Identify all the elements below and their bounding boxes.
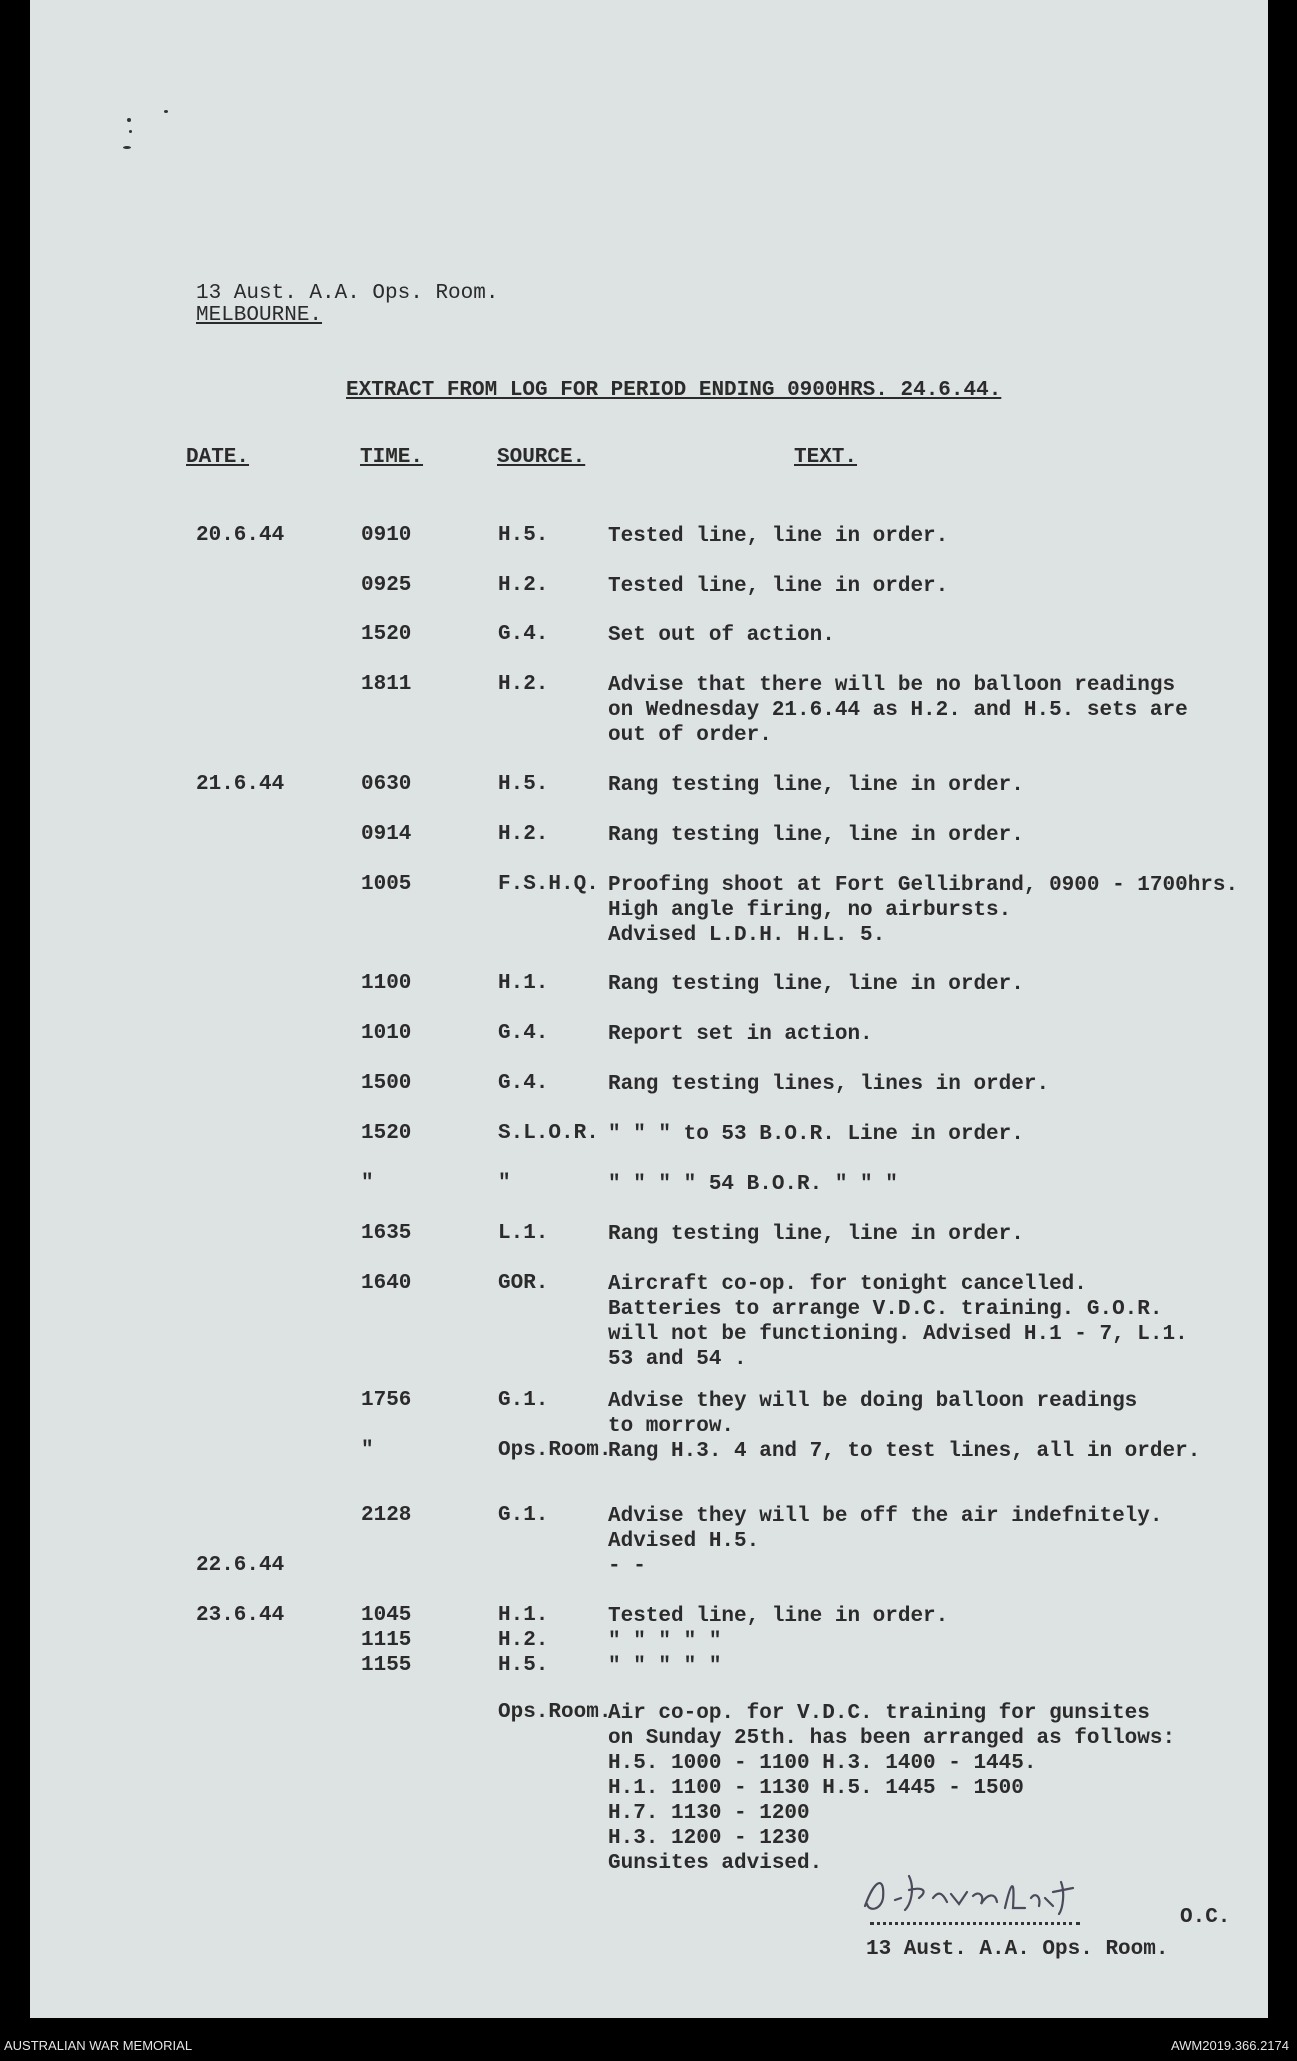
- entry-text-line: " " " " 54 B.O.R. " " ": [608, 1173, 898, 1196]
- entry-text-line: will not be functioning. Advised H.1 - 7, L.1.: [608, 1323, 1188, 1346]
- entry-source: GOR.: [498, 1272, 549, 1295]
- entry-text-line: to morrow.: [608, 1415, 735, 1438]
- entry-time: 0914: [361, 823, 412, 846]
- entry-text-line: H.3. 1200 - 1230: [608, 1827, 810, 1850]
- entry-text-line: Advised L.D.H. H.L. 5.: [608, 924, 886, 947]
- entry-source: L.1.: [498, 1222, 549, 1245]
- entry-time: 1635: [361, 1222, 412, 1245]
- entry-source: F.S.H.Q.: [498, 873, 599, 896]
- entry-text: [608, 1504, 1163, 1554]
- entry-date: 21.6.44: [196, 773, 285, 796]
- entry-text-line: on Sunday 25th. has been arranged as follows:: [608, 1727, 1176, 1750]
- entry-source: G.1.: [498, 1389, 549, 1412]
- entry-text: [608, 1072, 1049, 1097]
- entry-text-line: out of order.: [608, 724, 772, 747]
- entry-text: [608, 1122, 1024, 1147]
- entry-time: 0925: [361, 574, 412, 597]
- unit-heading: 13 Aust. A.A. Ops. Room.: [196, 282, 499, 305]
- entry-text-line: H.5. 1000 - 1100 H.3. 1400 - 1445.: [608, 1752, 1037, 1775]
- entry-text-line: Tested line, line in order.: [608, 525, 949, 548]
- entry-source: G.4.: [498, 623, 549, 646]
- entry-date: 20.6.44: [196, 524, 285, 547]
- entry-text: [608, 524, 948, 549]
- entry-text-line: Report set in action.: [608, 1023, 873, 1046]
- entry-text-line: Batteries to arrange V.D.C. training. G.O.R.: [608, 1298, 1163, 1321]
- entry-text: [608, 1439, 1200, 1464]
- entry-source: H.2.: [498, 823, 549, 846]
- entry-text: [608, 873, 1238, 948]
- entry-text-line: - -: [608, 1555, 646, 1578]
- entry-text-line: Rang testing lines, lines in order.: [608, 1073, 1050, 1096]
- entry-text-line: Advised H.5.: [608, 1530, 760, 1553]
- paper-speck: [129, 130, 132, 133]
- entry-text-line: Rang testing line, line in order.: [608, 1223, 1024, 1246]
- paper-speck: [123, 146, 131, 149]
- entry-text-line: 53 and 54 .: [608, 1348, 747, 1371]
- entry-text-line: on Wednesday 21.6.44 as H.2. and H.5. sets are: [608, 699, 1188, 722]
- entry-text-line: " " " " ": [608, 1630, 722, 1653]
- entry-text-line: Rang testing line, line in order.: [608, 973, 1024, 996]
- entry-text-line: Rang testing line, line in order.: [608, 774, 1024, 797]
- entry-text-line: Tested line, line in order.: [608, 575, 949, 598]
- signature-unit: 13 Aust. A.A. Ops. Room.: [866, 1938, 1169, 1961]
- entry-time: 1756: [361, 1389, 412, 1412]
- entry-source: G.4.: [498, 1022, 549, 1045]
- entry-text-line: " " " " ": [608, 1655, 722, 1678]
- entry-text-line: Gunsites advised.: [608, 1852, 823, 1875]
- entry-time: 1640: [361, 1272, 412, 1295]
- entry-source: H.1.: [498, 1604, 549, 1627]
- entry-text-line: Advise they will be off the air indefnitely.: [608, 1505, 1163, 1528]
- footer-reference-number: AWM2019.366.2174: [1170, 2038, 1289, 2053]
- entry-text-line: H.1. 1100 - 1130 H.5. 1445 - 1500: [608, 1777, 1024, 1800]
- signature-line: [870, 1922, 1080, 1925]
- entry-text-line: " " " to 53 B.O.R. Line in order.: [608, 1123, 1024, 1146]
- entry-source: S.L.O.R.: [498, 1122, 599, 1145]
- entry-text: [608, 1389, 1137, 1439]
- entry-source: H.5.: [498, 1654, 549, 1677]
- entry-text: [608, 673, 1188, 748]
- column-header-text: TEXT.: [794, 446, 858, 469]
- entry-time: 1100: [361, 972, 412, 995]
- entry-time: 2128: [361, 1504, 412, 1527]
- entry-text: [608, 1604, 948, 1629]
- entry-text-line: High angle firing, no airbursts.: [608, 899, 1012, 922]
- entry-time: 1010: [361, 1022, 412, 1045]
- entry-text-line: Aircraft co-op. for tonight cancelled.: [608, 1273, 1087, 1296]
- entry-text-line: Rang H.3. 4 and 7, to test lines, all in order.: [608, 1440, 1201, 1463]
- entry-text: [608, 972, 1024, 997]
- entry-time: 1155: [361, 1654, 412, 1677]
- entry-text-line: Rang testing line, line in order.: [608, 824, 1024, 847]
- entry-text: [608, 1222, 1024, 1247]
- paper-speck: [127, 118, 131, 122]
- signature: [855, 1868, 1085, 1918]
- entry-source: H.2.: [498, 574, 549, 597]
- entry-source: Ops.Room.: [498, 1701, 612, 1724]
- entry-source: G.1.: [498, 1504, 549, 1527]
- entry-time: 1520: [361, 623, 412, 646]
- entry-time: ": [361, 1439, 374, 1462]
- entry-source: H.2.: [498, 1629, 549, 1652]
- entry-text-line: H.7. 1130 - 1200: [608, 1802, 810, 1825]
- entry-text-line: Proofing shoot at Fort Gellibrand, 0900 - 1700hrs.: [608, 874, 1239, 897]
- entry-time: 1115: [361, 1629, 412, 1652]
- entry-text-line: Advise they will be doing balloon readings: [608, 1390, 1138, 1413]
- entry-time: 1520: [361, 1122, 412, 1145]
- entry-text-line: Tested line, line in order.: [608, 1605, 949, 1628]
- entry-source: Ops.Room.: [498, 1439, 612, 1462]
- entry-source: H.5.: [498, 773, 549, 796]
- entry-source: ": [498, 1172, 511, 1195]
- footer-archive-name: AUSTRALIAN WAR MEMORIAL: [4, 2038, 193, 2053]
- entry-text: [608, 1022, 873, 1047]
- paper-speck: [164, 110, 168, 113]
- entry-text: [608, 773, 1024, 798]
- entry-text: [608, 1629, 721, 1654]
- entry-source: G.4.: [498, 1072, 549, 1095]
- entry-time: 1811: [361, 673, 412, 696]
- entry-time: 0910: [361, 524, 412, 547]
- entry-source: H.1.: [498, 972, 549, 995]
- document-title: EXTRACT FROM LOG FOR PERIOD ENDING 0900HRS. 24.6.44.: [346, 379, 1002, 402]
- entry-text: [608, 1654, 721, 1679]
- entry-date: 22.6.44: [196, 1554, 285, 1577]
- entry-text: [608, 623, 835, 648]
- entry-source: H.2.: [498, 673, 549, 696]
- entry-date: 23.6.44: [196, 1604, 285, 1627]
- entry-text: [608, 1701, 1175, 1876]
- entry-time: 1005: [361, 873, 412, 896]
- entry-source: H.5.: [498, 524, 549, 547]
- entry-time: 1500: [361, 1072, 412, 1095]
- entry-text: [608, 1272, 1188, 1372]
- signature-title: O.C.: [1180, 1906, 1231, 1929]
- entry-text: [608, 574, 948, 599]
- column-header-source: SOURCE.: [497, 446, 586, 469]
- entry-text: [608, 1554, 646, 1579]
- entry-text: [608, 823, 1024, 848]
- entry-text-line: Advise that there will be no balloon readings: [608, 674, 1176, 697]
- column-header-time: TIME.: [360, 446, 424, 469]
- entry-text-line: Set out of action.: [608, 624, 835, 647]
- entry-time: 0630: [361, 773, 412, 796]
- entry-time: 1045: [361, 1604, 412, 1627]
- entry-text-line: Air co-op. for V.D.C. training for gunsites: [608, 1702, 1150, 1725]
- city-heading: MELBOURNE.: [196, 304, 323, 327]
- entry-text: [608, 1172, 898, 1197]
- entry-time: ": [361, 1172, 374, 1195]
- column-header-date: DATE.: [186, 446, 250, 469]
